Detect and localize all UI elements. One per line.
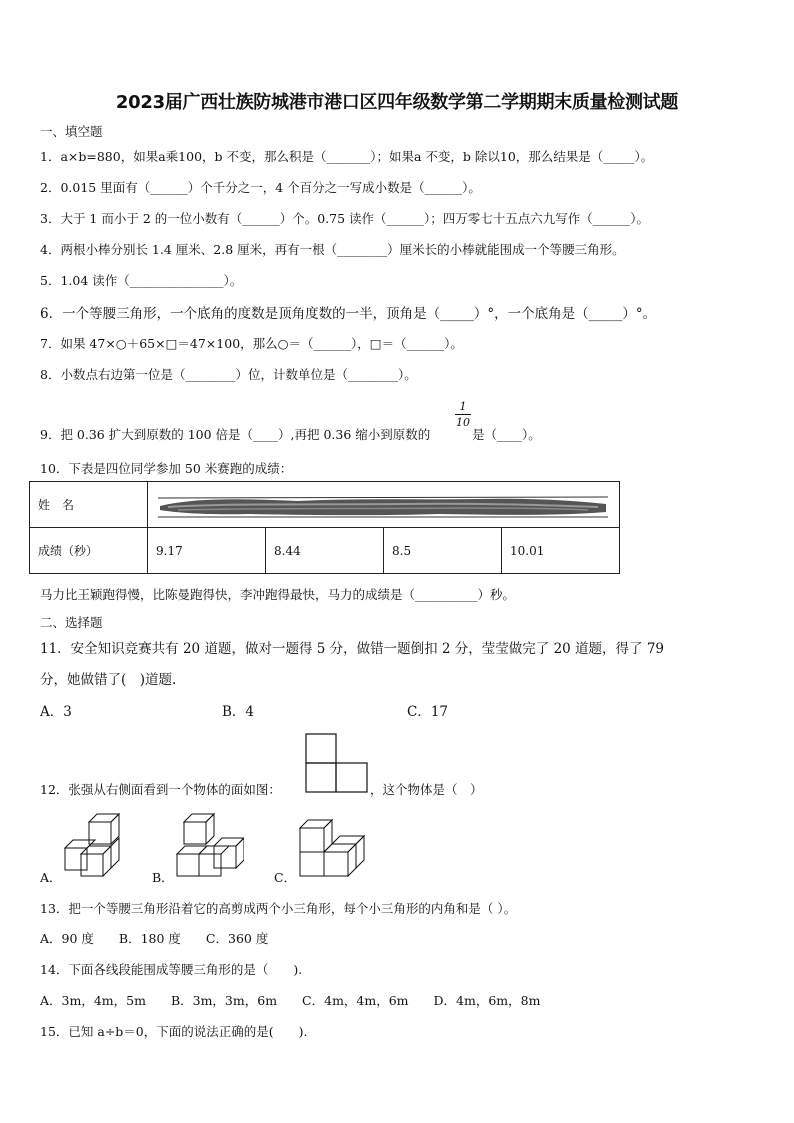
question-4: 4．两根小棒分别长 1.4 厘米、2.8 厘米，再有一根（________）厘米长的小棒就能围成一个等腰三角形。 (40, 242, 625, 257)
side-view-figure (305, 733, 369, 793)
question-8: 8．小数点右边第一位是（________）位，计数单位是（________）。 (40, 367, 417, 382)
score-cell: 8.5 (384, 528, 502, 574)
score-cell: 10.01 (502, 528, 620, 574)
question-7: 7．如果 47×○＋65×□＝47×100，那么○＝（______），□＝（______）。 (40, 336, 463, 351)
question-14-options: A．3m，4m，5m B．3m，3m，6m C．4m，4m，6m D．4m，6m，8m (40, 993, 541, 1008)
option-c: C．17 (407, 704, 449, 720)
section-heading-choice: 二、选择题 (40, 615, 103, 630)
question-9-before: 9．把 0.36 扩大到原数的 100 倍是（____）,再把 0.36 缩小到原数的 (40, 427, 431, 442)
option-a-label: A． (40, 870, 62, 885)
option-a-cube-figure (62, 812, 124, 880)
question-11-line2: 分，她做错了( )道题. (40, 672, 177, 688)
question-12-before: 12．张强从右侧面看到一个物体的面如图： (40, 782, 281, 797)
score-cell: 9.17 (148, 528, 266, 574)
option-c-cube-figure (296, 818, 368, 880)
option-b-cube-figure (174, 812, 244, 880)
question-1: 1．a×b=880，如果a乘100，b 不变，那么积是（_______）；如果a 不变，b 除以10，那么结果是（_____）。 (40, 149, 654, 164)
question-3: 3．大于 1 而小于 2 的一位小数有（______）个。0.75 读作（______）；四万零七十五点六九写作（______）。 (40, 211, 650, 226)
section-heading-fill-in: 一、填空题 (40, 124, 103, 139)
fraction-one-tenth (455, 400, 471, 429)
question-10-intro: 10．下表是四位同学参加 50 米赛跑的成绩： (40, 461, 293, 476)
question-12-after: ，这个物体是（ ） (370, 782, 483, 797)
table-header-score: 成绩（秒） (30, 528, 148, 574)
question-2: 2．0.015 里面有（______）个千分之一，4 个百分之一写成小数是（______）。 (40, 180, 481, 195)
question-6: 6．一个等腰三角形，一个底角的度数是顶角度数的一半，顶角是（_____）°，一个底角是（_____）°。 (40, 306, 657, 322)
fraction-denominator: 10 (456, 416, 470, 429)
option-a: A．3 (40, 704, 72, 720)
option-c-label: C． (274, 870, 297, 885)
question-13-options: A．90 度 B．180 度 C．360 度 (40, 931, 269, 946)
question-10-note: 马力比王颖跑得慢，比陈曼跑得快，李冲跑得最快，马力的成绩是（__________）秒。 (40, 587, 516, 602)
option-b-label: B． (152, 870, 174, 885)
table-header-name: 姓 名 (30, 482, 148, 528)
question-5: 5．1.04 读作（_______________）。 (40, 273, 243, 288)
option-b: B．4 (222, 704, 255, 720)
scribbled-names-image (158, 492, 608, 522)
score-cell: 8.44 (266, 528, 384, 574)
fraction-numerator: 1 (459, 400, 467, 413)
page-title: 2023届广西壮族防城港市港口区四年级数学第二学期期末质量检测试题 (115, 92, 679, 113)
question-11-line1: 11．安全知识竞赛共有 20 道题，做对一题得 5 分，做错一题倒扣 2 分，莹莹做完了 20 道题，得了 79 (40, 641, 665, 657)
question-13: 13．把一个等腰三角形沿着它的高剪成两个小三角形，每个小三角形的内角和是（ ）。 (40, 901, 517, 916)
question-9-after: 是（____）。 (472, 427, 541, 442)
question-15: 15．已知 a÷b＝0，下面的说法正确的是( ). (40, 1024, 308, 1039)
table-row (30, 528, 620, 574)
question-14: 14．下面各线段能围成等腰三角形的是（ ). (40, 962, 303, 977)
